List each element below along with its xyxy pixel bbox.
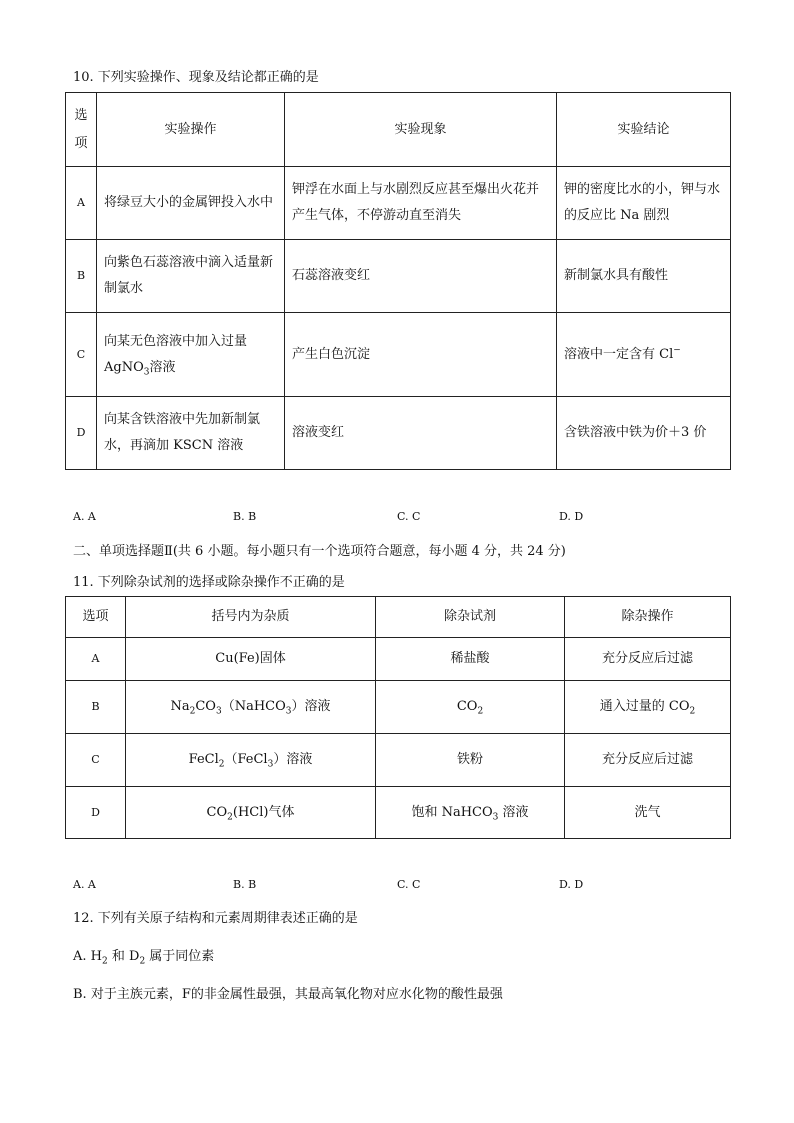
q11-answer-a[interactable]: A. A [73, 878, 96, 891]
formula-text: CO [195, 699, 216, 714]
row-operation: 将绿豆大小的金属钾投入水中 [97, 167, 285, 240]
table-header-row [66, 597, 731, 638]
table-row [66, 681, 731, 734]
row-operation: 充分反应后过滤 [565, 638, 731, 681]
q10-answer-a[interactable]: A. A [73, 510, 96, 523]
formula-subscript: 3 [143, 367, 150, 378]
formula-text: FeCl [188, 752, 219, 767]
row-option: C [66, 313, 97, 397]
row-reagent [376, 787, 565, 839]
row-operation: 向某含铁溶液中先加新制氯水，再滴加 KSCN 溶液 [97, 397, 285, 470]
header-phenomenon: 实验现象 [285, 93, 557, 167]
formula-text: Na [170, 699, 190, 714]
formula-subscript: 2 [477, 706, 484, 717]
row-operation [97, 313, 285, 397]
row-conclusion: 含铁溶液中铁为价＋3 价 [557, 397, 731, 470]
header-impurity: 括号内为杂质 [126, 597, 376, 638]
formula-text: 通入过量的 CO [599, 699, 690, 714]
formula-text: （NaHCO [221, 699, 286, 714]
table-row [66, 240, 731, 313]
q12-option-b[interactable]: B. 对于主族元素，F的非金属性最强，其最高氧化物对应水化物的酸性最强 [73, 987, 503, 1002]
table-row [66, 734, 731, 787]
row-reagent: 稀盐酸 [376, 638, 565, 681]
formula-subscript: 3 [215, 706, 222, 717]
q11-answer-c[interactable]: C. C [397, 878, 421, 891]
table-row [66, 397, 731, 470]
row-option: A [66, 638, 126, 681]
row-conclusion [557, 313, 731, 397]
row-substance [126, 787, 376, 839]
header-reagent: 除杂试剂 [376, 597, 565, 638]
option-text: 属于同位素 [145, 949, 215, 964]
formula-subscript: 2 [139, 956, 146, 967]
row-operation: 向紫色石蕊溶液中滴入适量新制氯水 [97, 240, 285, 313]
formula-subscript: 2 [189, 706, 196, 717]
formula-subscript: 2 [227, 812, 233, 823]
operation-line-2 [104, 355, 277, 381]
table-row [66, 313, 731, 397]
row-operation [565, 681, 731, 734]
row-reagent [376, 681, 565, 734]
operation-line-1: 向某无色溶液中加入过量 [104, 333, 248, 349]
formula-subscript: 2 [689, 706, 696, 717]
formula-text: 饱和 NaHCO [411, 804, 493, 820]
formula-subscript: 3 [285, 706, 292, 717]
row-conclusion: 钾的密度比水的小，钾与水的反应比 Na 剧烈 [557, 167, 731, 240]
conclusion-text: 溶液中一定含有 Cl [564, 346, 674, 362]
row-phenomenon: 产生白色沉淀 [285, 313, 557, 397]
table-header-row [66, 93, 731, 167]
header-conclusion: 实验结论 [557, 93, 731, 167]
q10-answer-b[interactable]: B. B [233, 510, 257, 523]
formula-text: CO [456, 699, 478, 714]
row-phenomenon: 溶液变红 [285, 397, 557, 470]
row-phenomenon: 石蕊溶液变红 [285, 240, 557, 313]
table-row [66, 167, 731, 240]
formula-suffix: 溶液 [149, 359, 176, 375]
row-option: B [66, 681, 126, 734]
q11-answer-b[interactable]: B. B [233, 878, 257, 891]
q11-table [65, 596, 731, 839]
formula-suffix: 溶液 [498, 804, 529, 820]
charge-superscript: − [673, 345, 681, 356]
formula-text: CO [206, 804, 228, 820]
row-phenomenon: 钾浮在水面上与水剧烈反应甚至爆出火花并产生气体，不停游动直至消失 [285, 167, 557, 240]
formula-subscript: 3 [267, 759, 274, 770]
row-option: D [66, 397, 97, 470]
row-option: C [66, 734, 126, 787]
section2-heading: 二、单项选择题Ⅱ(共 6 小题。每小题只有一个选项符合题意，每小题 4 分，共 24 分) [73, 544, 566, 559]
q11-answer-d[interactable]: D. D [559, 878, 584, 891]
row-option: A [66, 167, 97, 240]
row-option: B [66, 240, 97, 313]
q12-stem: 12. 下列有关原子结构和元素周期律表述正确的是 [73, 911, 358, 926]
q10-table [65, 92, 731, 470]
formula-suffix: (HCl)气体 [232, 804, 295, 820]
option-text: A. H [73, 949, 102, 964]
row-operation: 充分反应后过滤 [565, 734, 731, 787]
row-reagent: 铁粉 [376, 734, 565, 787]
header-operation: 除杂操作 [565, 597, 731, 638]
formula-subscript: 3 [492, 812, 499, 823]
q10-stem: 10. 下列实验操作、现象及结论都正确的是 [73, 70, 319, 85]
q12-option-a[interactable] [73, 945, 215, 967]
formula-text: AgNO [104, 359, 144, 375]
row-substance [126, 681, 376, 734]
row-substance: Cu(Fe)固体 [126, 638, 376, 681]
header-option: 选 项 [66, 93, 97, 167]
row-option: D [66, 787, 126, 839]
table-row [66, 638, 731, 681]
table-row [66, 787, 731, 839]
row-conclusion: 新制氯水具有酸性 [557, 240, 731, 313]
formula-suffix: ）溶液 [291, 699, 331, 714]
row-substance [126, 734, 376, 787]
q10-answer-c[interactable]: C. C [397, 510, 421, 523]
q11-stem: 11. 下列除杂试剂的选择或除杂操作不正确的是 [73, 575, 345, 590]
formula-subscript: 2 [218, 759, 225, 770]
formula-suffix: ）溶液 [273, 752, 313, 767]
q10-answer-d[interactable]: D. D [559, 510, 584, 523]
formula-subscript: 2 [102, 956, 108, 967]
row-operation: 洗气 [565, 787, 731, 839]
header-operation: 实验操作 [97, 93, 285, 167]
header-option: 选项 [66, 597, 126, 638]
option-text: 和 D [107, 949, 140, 964]
formula-text: （FeCl [224, 752, 268, 767]
